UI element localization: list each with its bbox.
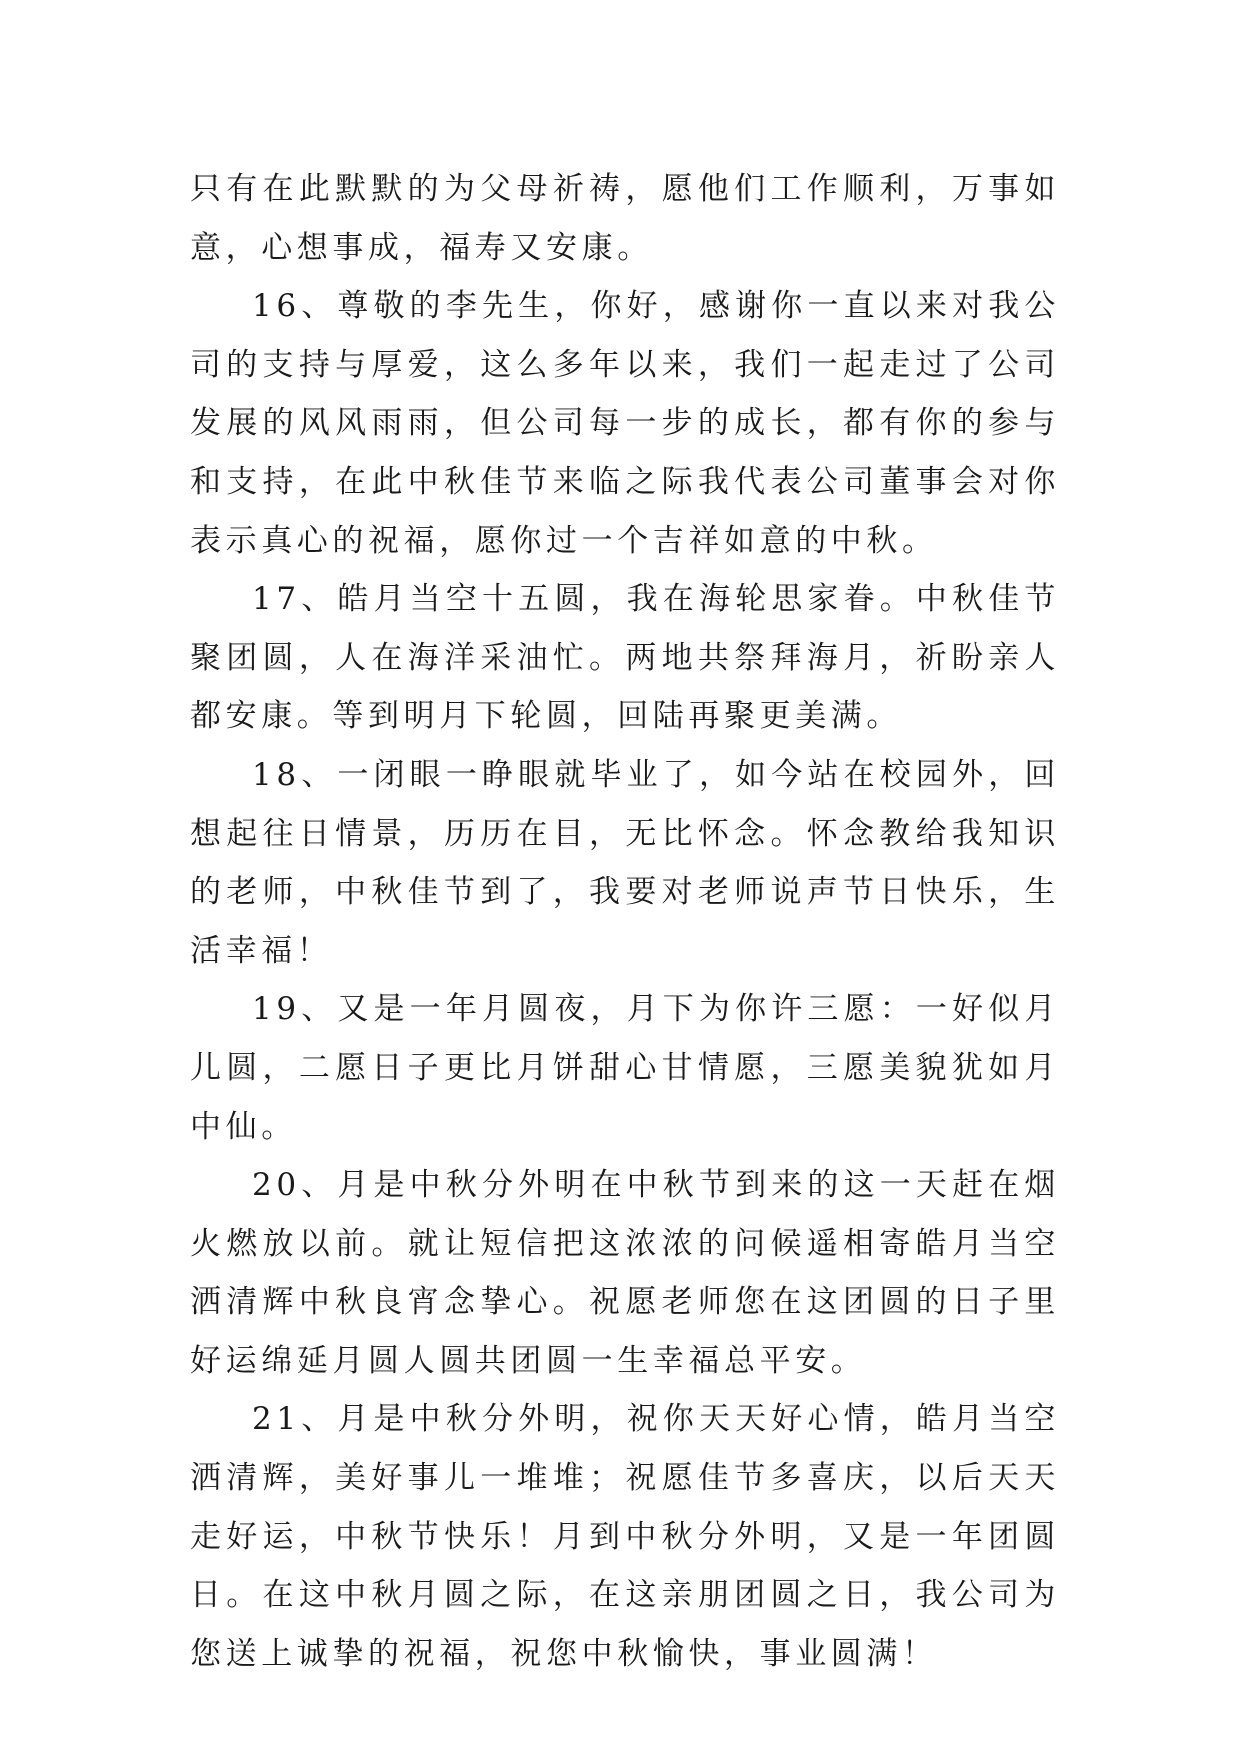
paragraph-18: 18、一闭眼一睁眼就毕业了，如今站在校园外，回想起往日情景，历历在目，无比怀念。怀念教给我知识的老师，中秋佳节到了，我要对老师说声节日快乐，生活幸福！ — [190, 756, 1060, 969]
paragraph-20: 20、月是中秋分外明在中秋节到来的这一天赶在烟火燃放以前。就让短信把这浓浓的问候遥相寄皓月当空洒清辉中秋良宵念挚心。祝愿老师您在这团圆的日子里好运绵延月圆人圆共团圆一生幸福总平安。 — [190, 1167, 1060, 1379]
document-body — [190, 160, 1060, 1683]
paragraph-16: 16、尊敬的李先生，你好，感谢你一直以来对我公司的支持与厚爱，这么多年以来，我们一起走过了公司发展的风风雨雨，但公司每一步的成长，都有你的参与和支持，在此中秋佳节来临之际我代表公司董事会对你表示真心的祝福，愿你过一个吉祥如意的中秋。 — [190, 288, 1060, 559]
paragraph-19: 19、又是一年月圆夜，月下为你许三愿：一好似月儿圆，二愿日子更比月饼甜心甘情愿，三愿美貌犹如月中仙。 — [190, 991, 1060, 1145]
paragraph-21: 21、月是中秋分外明，祝你天天好心情，皓月当空洒清辉，美好事儿一堆堆；祝愿佳节多喜庆，以后天天走好运，中秋节快乐！月到中秋分外明，又是一年团圆日。在这中秋月圆之际，在这亲朋团圆之日，我公司为您送上诚挚的祝福，祝您中秋愉快，事业圆满！ — [190, 1401, 1060, 1672]
paragraph-17: 17、皓月当空十五圆，我在海轮思家眷。中秋佳节聚团圆，人在海洋采油忙。两地共祭拜海月，祈盼亲人都安康。等到明月下轮圆，回陆再聚更美满。 — [190, 581, 1060, 735]
paragraph-15-continued: 只有在此默默的为父母祈祷，愿他们工作顺利，万事如意，心想事成，福寿又安康。 — [190, 171, 1060, 266]
